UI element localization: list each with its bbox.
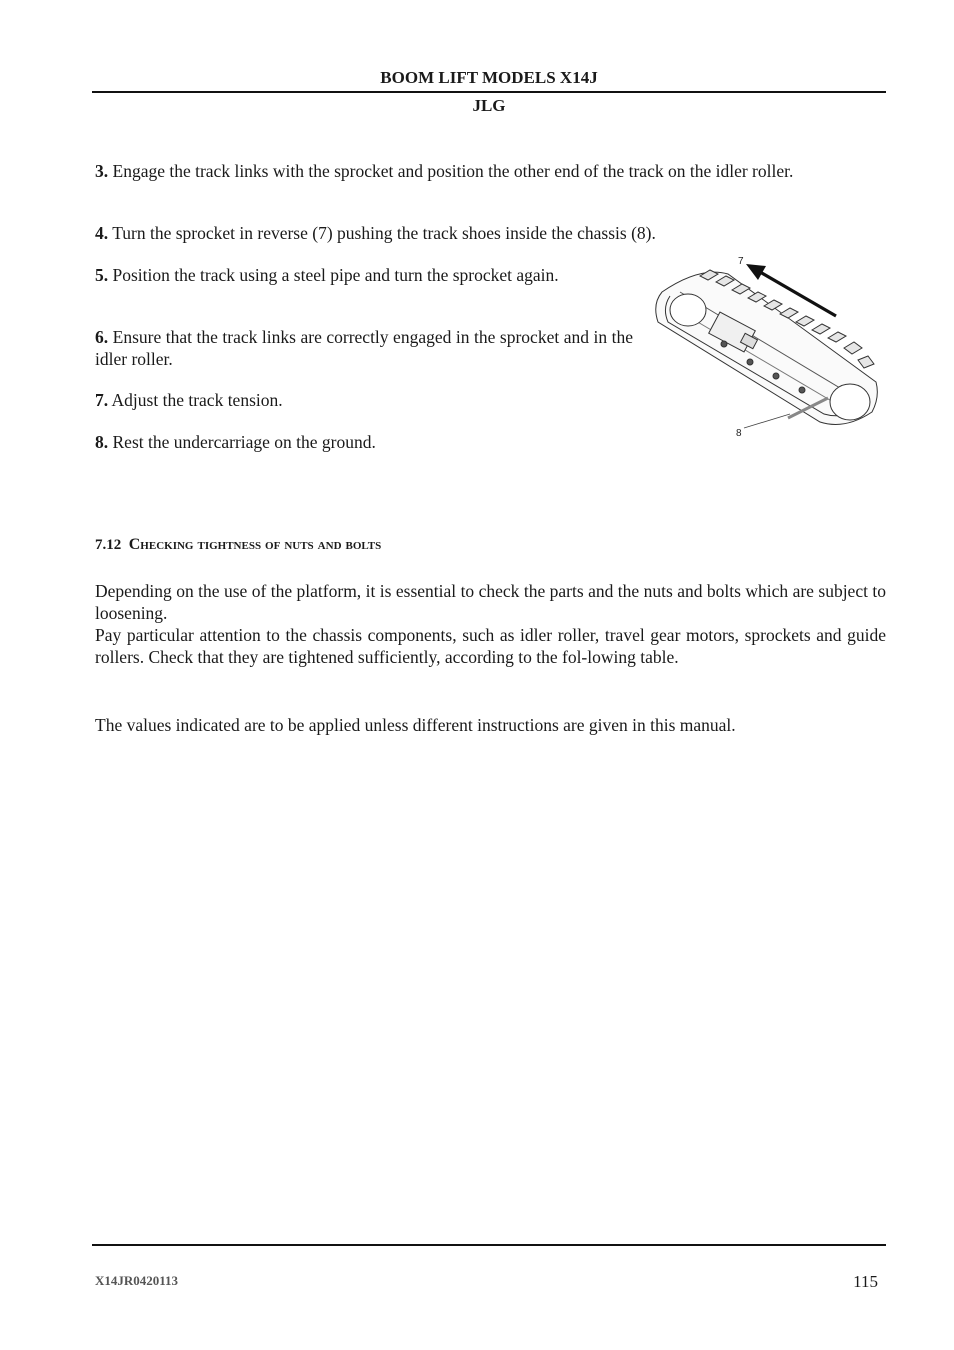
header-title: BOOM LIFT MODELS X14J — [380, 68, 598, 87]
step-8 — [95, 431, 633, 453]
footer-page-number: 115 — [853, 1272, 878, 1291]
step-7 — [95, 389, 633, 411]
section-paragraph-2: Pay particular attention to the chassis components, such as idler roller, travel gear motors, sprockets and guide rollers. Check that they are tightened sufficiently, according to the fol-lowing table. — [95, 625, 886, 667]
step-number: 6. — [95, 327, 109, 347]
step-text: Position the track using a steel pipe and turn the sprocket again. — [112, 265, 559, 285]
section-paragraph-1: Depending on the use of the platform, it is essential to check the parts and the nuts and bolts which are subject to loosening. — [95, 581, 886, 623]
step-text: Adjust the track tension. — [111, 390, 283, 410]
track-undercarriage-drawing — [656, 270, 878, 424]
callout-leader-8 — [744, 414, 790, 428]
track-installation-figure — [640, 252, 890, 442]
callout-7: 7 — [738, 256, 744, 267]
step-number: 5. — [95, 265, 109, 285]
step-number: 8. — [95, 432, 109, 452]
footer-rule — [92, 1244, 886, 1246]
section-number: 7.12 — [95, 537, 122, 553]
header-rule — [92, 91, 886, 93]
callout-8: 8 — [736, 428, 742, 439]
step-text: Rest the undercarriage on the ground. — [112, 432, 376, 452]
section-title: Checking tightness of nuts and bolts — [128, 536, 382, 553]
step-number: 4. — [95, 223, 109, 243]
step-4 — [95, 222, 886, 244]
step-text: Engage the track links with the sprocket and position the other end of the track on the idler roller. — [112, 161, 794, 181]
step-text: Ensure that the track links are correctly engaged in the sprocket and in the idler roller. — [95, 327, 634, 369]
footer-document-code: X14JR0420113 — [95, 1273, 179, 1288]
step-3 — [95, 160, 886, 182]
step-number: 3. — [95, 161, 109, 181]
header-brand: JLG — [472, 96, 506, 115]
step-number: 7. — [95, 390, 109, 410]
section-heading — [95, 536, 381, 554]
step-text: Turn the sprocket in reverse (7) pushing the track shoes inside the chassis (8). — [112, 223, 656, 243]
step-5 — [95, 264, 633, 286]
step-6 — [95, 326, 633, 370]
section-paragraph-3: The values indicated are to be applied unless different instructions are given in this manual. — [95, 715, 736, 735]
